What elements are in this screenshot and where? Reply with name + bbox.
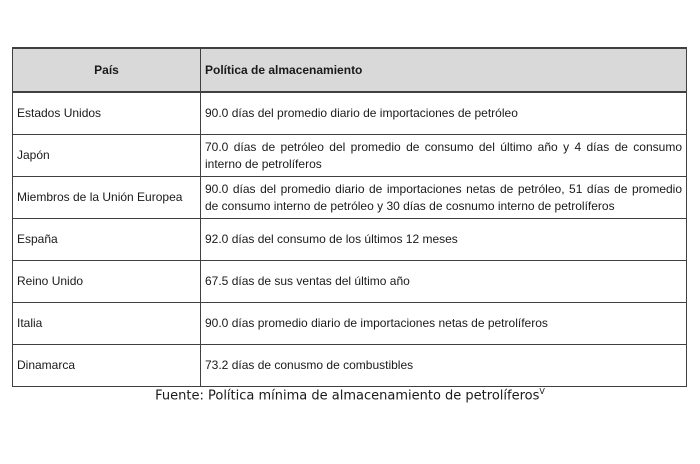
table-row: [13, 219, 687, 261]
table-row: [13, 261, 687, 303]
policy-cell: 70.0 días de petróleo del promedio de consumo del último año y 4 días de consumo interno de petrolíferos: [201, 135, 687, 177]
country-cell: Reino Unido: [13, 261, 201, 303]
table-row: [13, 135, 687, 177]
country-cell: Japón: [13, 135, 201, 177]
country-cell: Dinamarca: [13, 345, 201, 387]
table-row: [13, 303, 687, 345]
country-cell: España: [13, 219, 201, 261]
storage-policy-table: [12, 47, 687, 387]
storage-policy-table-container: [12, 47, 686, 387]
caption-text: Fuente: Política mínima de almacenamiento de petrolíferos: [155, 388, 540, 404]
table-header: [13, 48, 687, 92]
policy-cell: 90.0 días del promedio diario de importaciones de petróleo: [201, 92, 687, 135]
header-policy: Política de almacenamiento: [201, 48, 687, 92]
table-body: [13, 92, 687, 387]
table-row: [13, 92, 687, 135]
policy-cell: 73.2 días de conusmo de combustibles: [201, 345, 687, 387]
country-cell: Italia: [13, 303, 201, 345]
policy-cell: 90.0 días promedio diario de importaciones netas de petrolíferos: [201, 303, 687, 345]
country-cell: Miembros de la Unión Europea: [13, 177, 201, 219]
country-cell: Estados Unidos: [13, 92, 201, 135]
source-caption: [0, 387, 700, 403]
header-row: [13, 48, 687, 92]
table-row: [13, 177, 687, 219]
policy-cell: 90.0 días del promedio diario de importaciones netas de petróleo, 51 días de promedio de consumo interno de petróleo y 30 días de cosnumo interno de petrolíferos: [201, 177, 687, 219]
policy-cell: 67.5 días de sus ventas del último año: [201, 261, 687, 303]
header-country: País: [13, 48, 201, 92]
table-row: [13, 345, 687, 387]
caption-superscript: V: [539, 387, 545, 396]
policy-cell: 92.0 días del consumo de los últimos 12 meses: [201, 219, 687, 261]
